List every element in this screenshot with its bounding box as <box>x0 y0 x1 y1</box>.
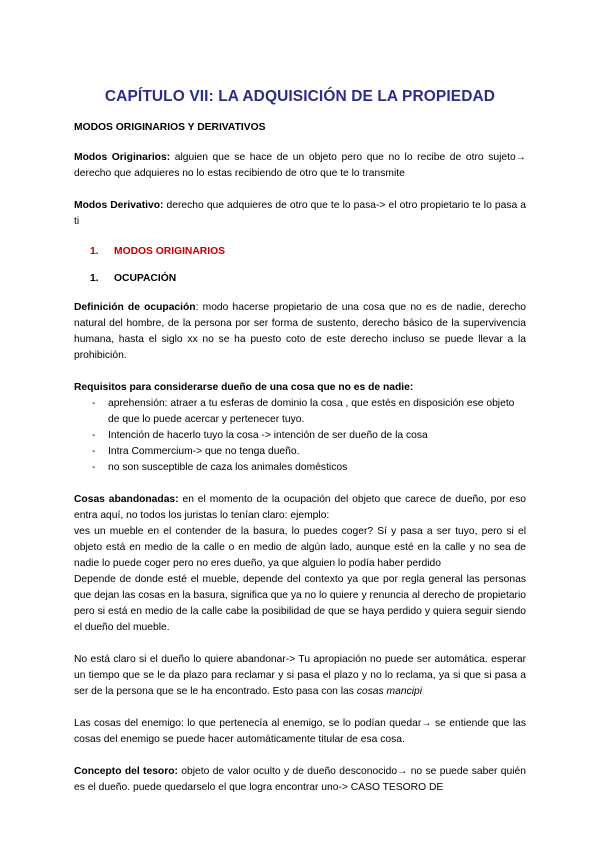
list-item-text: Intra Commercium-> que no tenga dueño. <box>108 446 300 457</box>
term-cosas-abandonadas: Cosas abandonadas: <box>74 494 179 505</box>
paragraph-cosas-enemigo: Las cosas del enemigo: lo que pertenecía al enemigo, se lo podían quedar→ se entiende que las cosas del enemigo se puede hacer automáticamente titular de esa cosa. <box>74 718 526 745</box>
cosas-abandonadas-text: en el momento de la ocupación del objeto que carece de dueño, por eso entra aquí, no todos los juristas lo tenían claro: ejemplo: <box>74 494 526 521</box>
definition-ocupacion-text: : modo hacerse propietario de una cosa que no es de nadie, derecho natural del hombre, de la persona por ser forma de sustento, derecho básico de la supervivencia humana, hasta el siglo xx no se ha puesto coto de este derecho incluso se puede llevar a la prohibición. <box>74 302 526 361</box>
term-definicion-ocupacion: Definición de ocupación <box>74 302 196 313</box>
chapter-title: CAPÍTULO VII: LA ADQUISICIÓN DE LA PROPIEDAD <box>104 88 496 105</box>
definition-modos-derivativo: derecho que adquieres de otro que te lo pasa-> el otro propietario te lo pasa a ti <box>74 200 526 227</box>
section-subtitle: MODOS ORIGINARIOS Y DERIVATIVOS <box>74 122 266 133</box>
heading-label: MODOS ORIGINARIOS <box>114 246 225 257</box>
no-esta-claro-text: No está claro si el dueño lo quiere abandonar-> Tu apropiación no puede ser automática. esperar un tiempo que se le da plazo para reclamar y si pasa el plazo y no lo reclama, ya si que si pasa a ser de la persona que se le ha encontrado. Esto pasa con las <box>74 654 526 697</box>
paragraph-cosas-abandonadas <box>74 492 526 524</box>
definition-modos-originarios: alguien que se hace de un objeto pero que no lo recibe de otro sujeto→ derecho que adquieres no lo estas recibiendo de otro que te lo transmite <box>74 152 526 179</box>
list-item: - no son susceptible de caza los animales domésticos <box>92 462 348 473</box>
paragraph-definicion-ocupacion <box>74 300 526 364</box>
list-item-text: no son susceptible de caza los animales domésticos <box>108 462 348 473</box>
paragraph-modos-derivativo <box>74 198 526 230</box>
list-item: - aprehensión: atraer a tu esferas de dominio la cosa , que estés en disposición ese objeto de que lo puede acercar y pertenecer tuyo. <box>92 398 515 425</box>
heading-ocupacion <box>74 273 526 284</box>
paragraph-modos-originarios <box>74 150 526 182</box>
list-item-text: aprehensión: atraer a tu esferas de dominio la cosa , que estés en disposición ese objeto de que lo puede acercar y pertenecer tuyo. <box>108 398 515 425</box>
requisitos-list <box>74 396 526 476</box>
heading-modos-originarios <box>74 246 526 257</box>
concepto-tesoro-text: objeto de valor oculto y de dueño desconocido→ no se puede saber quién es el dueño. puede quedarselo el que logra encontrar uno-> CASO TESORO DE <box>74 766 526 793</box>
term-cosas-mancipi: cosas mancipi <box>356 686 423 697</box>
term-concepto-tesoro: Concepto del tesoro: <box>74 766 178 777</box>
list-item: - Intra Commercium-> que no tenga dueño. <box>92 446 300 457</box>
paragraph-mueble-basura: ves un mueble en el contender de la basura, lo puedes coger? Sí y pasa a ser tuyo, pero si el objeto está en medio de la calle o en medio de algún lado, aunque esté en la calle y no sea de nadie lo puede coger pero no eres dueño, ya que alguien lo podía haber perdido <box>74 526 526 569</box>
paragraph-depende-contexto: Depende de donde esté el mueble, depende del contexto ya que por regla general las personas que dejan las cosas en la basura, significa que ya no lo quiere y renuncia al derecho de propietario pero si está en medio de la calle cabe la posibilidad de que se haya perdido y quiera seguir siendo el dueño del mueble. <box>74 574 526 633</box>
requisitos-heading: Requisitos para considerarse dueño de una cosa que no es de nadie: <box>74 382 414 393</box>
paragraph-no-esta-claro <box>74 652 526 700</box>
term-modos-derivativo: Modos Derivativo: <box>74 200 164 211</box>
paragraph-concepto-tesoro <box>74 764 526 796</box>
list-item: - Intención de hacerlo tuyo la cosa -> intención de ser dueño de la cosa <box>92 430 428 441</box>
list-item-text: Intención de hacerlo tuyo la cosa -> intención de ser dueño de la cosa <box>108 430 428 441</box>
heading-number: 1. <box>90 246 99 257</box>
heading-label: OCUPACIÓN <box>114 273 177 284</box>
term-modos-originarios: Modos Originarios: <box>74 152 171 163</box>
heading-number: 1. <box>90 273 99 284</box>
